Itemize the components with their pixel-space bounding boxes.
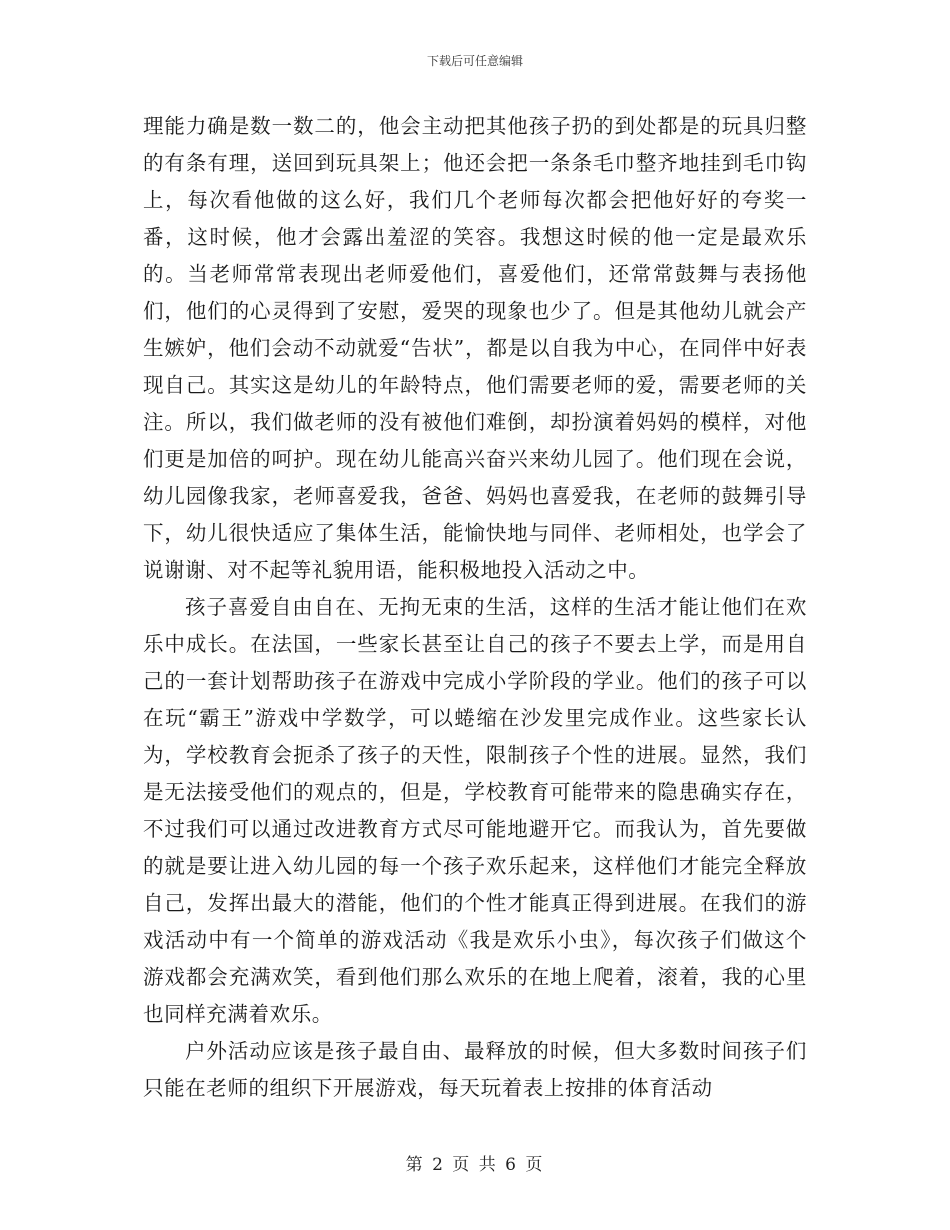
page-number-footer: 第 2 页 共 6 页 [405,1155,545,1175]
page-header: 下载后可任意编辑 [426,54,523,68]
document-body [143,108,807,1107]
paragraph: 户外活动应该是孩子最自由、最释放的时候，但大多数时间孩子们只能在老师的组织下开展游戏，每天玩着表上按排的体育活动 [143,1039,807,1100]
paragraph: 孩子喜爱自由自在、无拘无束的生活，这样的生活才能让他们在欢乐中成长。在法国，一些家长甚至让自己的孩子不要去上学，而是用自己的一套计划帮助孩子在游戏中完成小学阶段的学业。他们的孩子可以在玩“霸王”游戏中学数学，可以蜷缩在沙发里完成作业。这些家长认为，学校教育会扼杀了孩子的天性，限制孩子个性的进展。显然，我们是无法接受他们的观点的，但是，学校教育可能带来的隐患确实存在，不过我们可以通过改进教育方式尽可能地避开它。而我认为，首先要做的就是要让进入幼儿园的每一个孩子欢乐起来，这样他们才能完全释放自己，发挥出最大的潜能，他们的个性才能真正得到进展。在我们的游戏活动中有一个简单的游戏活动《我是欢乐小虫》，每次孩子们做这个游戏都会充满欢笑，看到他们那么欢乐的在地上爬着，滚着，我的心里也同样充满着欢乐。 [143,595,807,1026]
paragraph-continued: 理能力确是数一数二的，他会主动把其他孩子扔的到处都是的玩具归整的有条有理，送回到玩具架上；他还会把一条条毛巾整齐地挂到毛巾钩上，每次看他做的这么好，我们几个老师每次都会把他好好的夸奖一番，这时候，他才会露出羞涩的笑容。我想这时候的他一定是最欢乐的。当老师常常表现出老师爱他们，喜爱他们，还常常鼓舞与表扬他们，他们的心灵得到了安慰，爱哭的现象也少了。但是其他幼儿就会产生嫉妒，他们会动不动就爱“告状”，都是以自我为中心，在同伴中好表现自己。其实这是幼儿的年龄特点，他们需要老师的爱，需要老师的关注。所以，我们做老师的没有被他们难倒，却扮演着妈妈的模样，对他们更是加倍的呵护。现在幼儿能高兴奋兴来幼儿园了。他们现在会说，幼儿园像我家，老师喜爱我，爸爸、妈妈也喜爱我，在老师的鼓舞引导下，幼儿很快适应了集体生活，能愉快地与同伴、老师相处，也学会了说谢谢、对不起等礼貌用语，能积极地投入活动之中。 [143,114,807,582]
